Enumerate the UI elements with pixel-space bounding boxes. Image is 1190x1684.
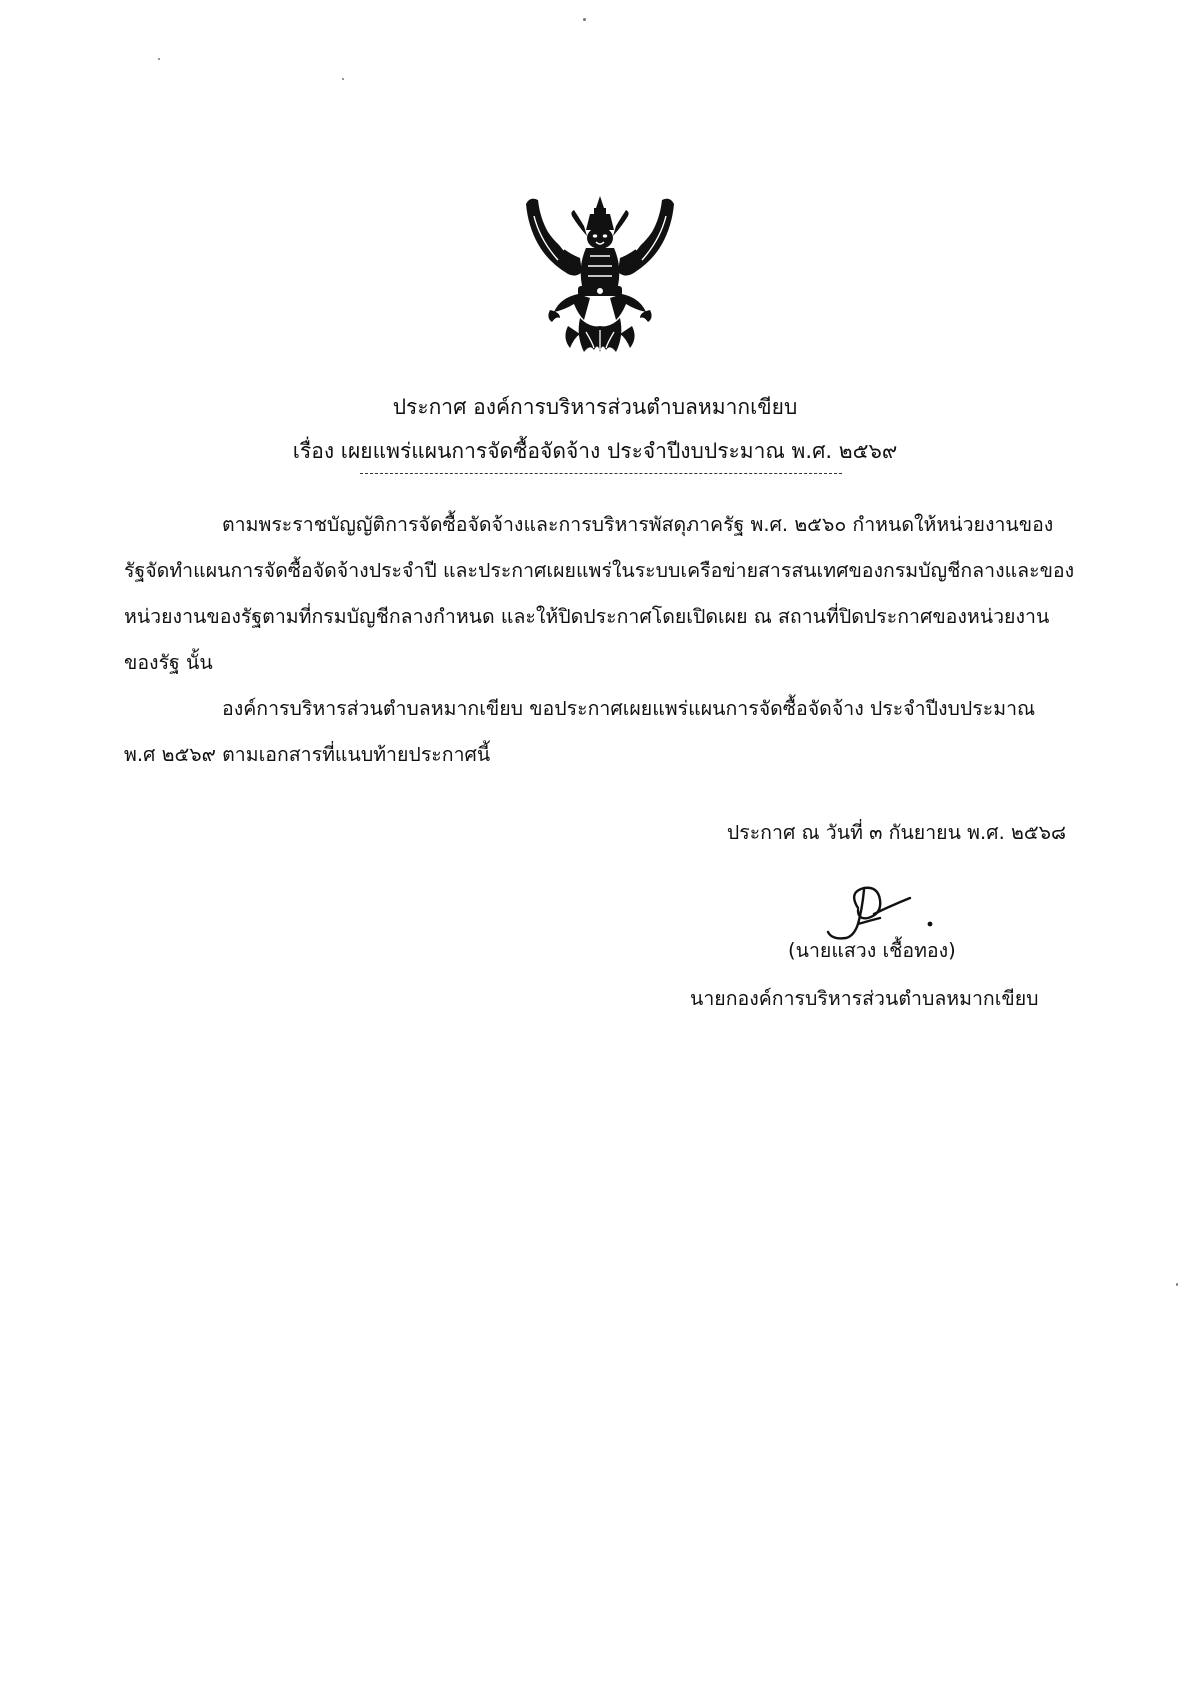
paragraph-1-line-4: ของรัฐ นั้น	[124, 651, 213, 674]
announcement-subject: เรื่อง เผยแพร่แผนการจัดซื้อจัดจ้าง ประจำปีงบประมาณ พ.ศ. ๒๕๖๙	[292, 439, 898, 463]
scan-speck	[583, 18, 586, 21]
signatory-position: นายกองค์การบริหารส่วนตำบลหมากเขียบ	[690, 987, 1039, 1010]
scan-speck	[342, 78, 344, 80]
dashed-divider	[360, 473, 842, 474]
announcement-date: ประกาศ ณ วันที่ ๓ กันยายน พ.ศ. ๒๕๖๘	[726, 821, 1066, 844]
signatory-name: (นายแสวง เชื้อทอง)	[788, 939, 956, 962]
paragraph-2-line-1: องค์การบริหารส่วนตำบลหมากเขียบ ขอประกาศเผยแพร่แผนการจัดซื้อจัดจ้าง ประจำปีงบประมาณ	[222, 697, 1036, 720]
paragraph-1-line-2: รัฐจัดทำแผนการจัดซื้อจัดจ้างประจำปี และประกาศเผยแพร่ในระบบเครือข่ายสารสนเทศของกรมบัญชีกลางและของ	[124, 559, 1075, 582]
scan-speck	[1176, 1283, 1178, 1286]
paragraph-1-line-1: ตามพระราชบัญญัติการจัดซื้อจัดจ้างและการบริหารพัสดุภาครัฐ พ.ศ. ๒๕๖๐ กำหนดให้หน่วยงานของ	[222, 513, 1054, 536]
paragraph-2-line-2: พ.ศ ๒๕๖๙ ตามเอกสารที่แนบท้ายประกาศนี้	[124, 743, 491, 766]
paragraph-1-line-3: หน่วยงานของรัฐตามที่กรมบัญชีกลางกำหนด และให้ปิดประกาศโดยเปิดเผย ณ สถานที่ปิดประกาศของหน่วยงาน	[124, 605, 1050, 628]
garuda-emblem-icon	[520, 186, 680, 360]
scan-speck	[158, 58, 160, 60]
announcement-heading: ประกาศ องค์การบริหารส่วนตำบลหมากเขียบ	[392, 395, 798, 419]
